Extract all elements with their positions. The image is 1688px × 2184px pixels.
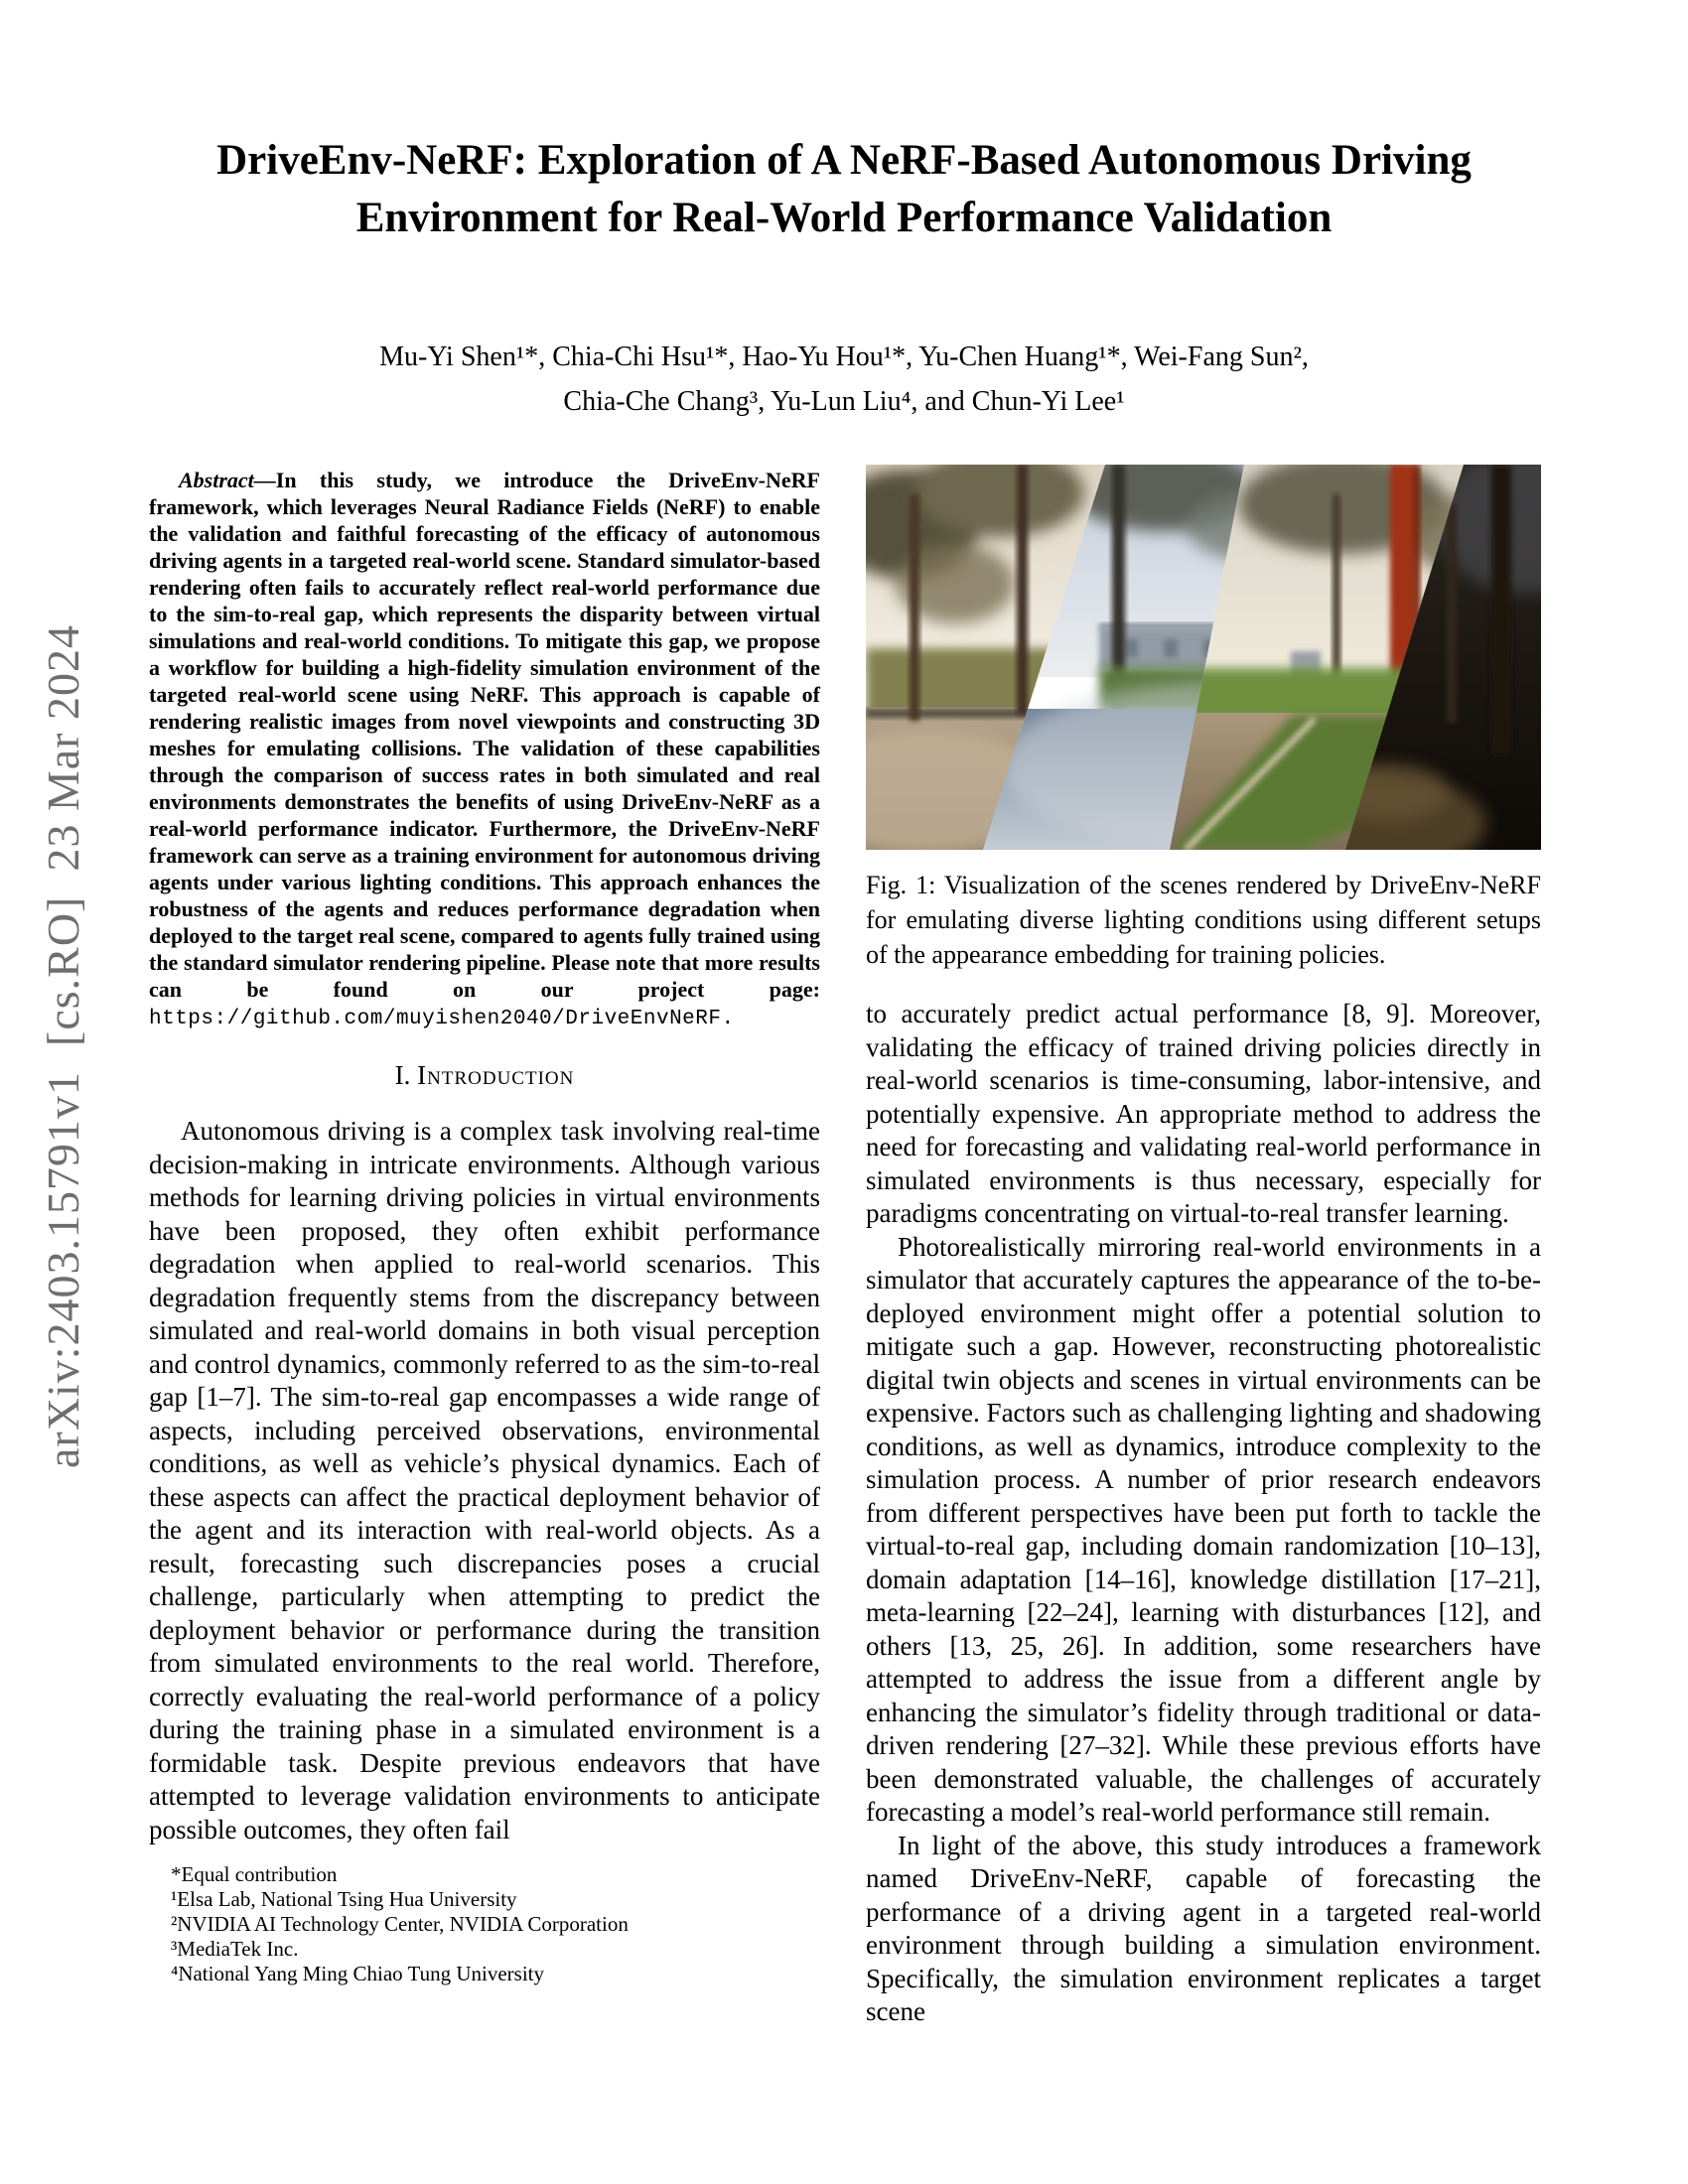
- figure-1: [866, 465, 1541, 972]
- intro-paragraph-1-left: Autonomous driving is a complex task involving real-time decision-making in intricate environments. Although various methods for learning driving policies in virtual environments have been proposed, they often exhibit performance degradation when applied to real-world scenarios. This degradation frequently stems from the discrepancy between simulated and real-world domains in both visual perception and control dynamics, commonly referred to as the sim-to-real gap [1–7]. The sim-to-real gap encompasses a wide range of aspects, including perceived observations, environmental conditions, as well as vehicle’s physical dynamics. Each of these aspects can affect the practical deployment behavior of the agent and its interaction with real-world objects. As a result, forecasting such discrepancies poses a crucial challenge, particularly when attempting to predict the deployment behavior or performance during the transition from simulated environments to the real world. Therefore, correctly evaluating the real-world performance of a policy during the training phase in a simulated environment is a formidable task. Despite previous endeavors that have attempted to leverage validation environments to anticipate possible outcomes, they often fail: [149, 1116, 820, 1844]
- footnote-affiliation-2: ²NVIDIA AI Technology Center, NVIDIA Corporation: [171, 1912, 629, 1936]
- abstract-text: In this study, we introduce the DriveEnv-NeRF framework, which leverages Neural Radiance Fields (NeRF) to enable the validation and faithful forecasting of the efficacy of autonomous driving agents in a targeted real-world scene. Standard simulator-based rendering often fails to accurately reflect real-world performance due to the sim-to-real gap, which represents the disparity between virtual simulations and real-world conditions. To mitigate this gap, we propose a workflow for building a high-fidelity simulation environment of the targeted real-world scene using NeRF. This approach is capable of rendering realistic images from novel viewpoints and constructing 3D meshes for emulating collisions. The validation of these capabilities through the comparison of success rates in both simulated and real environments demonstrates the benefits of using DriveEnv-NeRF as a real-world performance indicator. Furthermore, the DriveEnv-NeRF framework can serve as a training environment for autonomous driving agents under various lighting conditions. This approach enhances the robustness of the agents and reduces performance degradation when deployed to the target real scene, compared to agents fully trained using the standard simulator rendering pipeline. Please note that more results can be found on our project page:: [149, 468, 820, 1002]
- title-block: [199, 132, 1489, 247]
- intro-paragraph-2: Photorealistically mirroring real-world environments in a simulator that accurately captures the appearance of the to-be-deployed environment might offer a potential solution to mitigate such a gap. However, reconstructing photorealistic digital twin objects and scenes in virtual environments can be expensive. Factors such as challenging lighting and shadowing conditions, as well as dynamics, introduce complexity to the simulation process. A number of prior research endeavors from different perspectives have been put forth to tackle the virtual-to-real gap, including domain randomization [10–13], domain adaptation [14–16], knowledge distillation [17–21], meta-learning [22–24], learning with disturbances [12], and others [13, 25, 26]. In addition, some researchers have attempted to address the issue from a different angle by enhancing the simulator’s fidelity through traditional or data-driven rendering [27–32]. While these previous efforts have been demonstrated valuable, the challenges of accurately forecasting a model’s real-world performance still remain.: [866, 1231, 1541, 1827]
- section-title: Introduction: [417, 1060, 575, 1090]
- intro-paragraph-3: In light of the above, this study introduces a framework named DriveEnv-NeRF, capable of forecasting the performance of a driving agent in a targeted real-world environment through building a simulation environment. Specifically, the simulation environment replicates a target scene: [866, 1830, 1541, 2026]
- abstract-label: Abstract—: [179, 468, 276, 492]
- figure1-image: [866, 465, 1541, 850]
- footnote-affiliation-4: ⁴National Yang Ming Chiao Tung University: [171, 1962, 545, 1985]
- footnote-equal-contribution: *Equal contribution: [171, 1862, 338, 1886]
- section-number: I.: [394, 1060, 411, 1090]
- footnote-affiliation-3: ³MediaTek Inc.: [171, 1937, 299, 1961]
- left-column: [149, 467, 820, 1846]
- intro-paragraph-1-right: to accurately predict actual performance [8, 9]. Moreover, validating the efficacy of trained driving policies directly in real-world scenarios is time-consuming, labor-intensive, and potentially expensive. An appropriate method to address the need for forecasting and validating real-world performance in simulated environments is thus necessary, especially for paradigms concentrating on virtual-to-real transfer learning.: [866, 999, 1541, 1228]
- page-title: DriveEnv-NeRF: Exploration of A NeRF-Based Autonomous Driving Environment for Real-World Performance Validation: [216, 137, 1472, 242]
- authors-line-1: Mu-Yi Shen¹*, Chia-Chi Hsu¹*, Hao-Yu Hou¹*, Yu-Chen Huang¹*, Wei-Fang Sun²,: [379, 341, 1309, 372]
- arxiv-watermark: arXiv:2403.15791v1 [cs.RO] 23 Mar 2024: [38, 624, 88, 1469]
- authors-block: [149, 336, 1539, 425]
- project-page-url[interactable]: https://github.com/muyishen2040/DriveEnvNeRF.: [149, 1008, 735, 1030]
- abstract-paragraph: [149, 467, 820, 1032]
- section-heading-introduction: [149, 1060, 820, 1091]
- figure1-caption: Fig. 1: Visualization of the scenes rendered by DriveEnv-NeRF for emulating diverse lighting conditions using different setups of the appearance embedding for training policies.: [866, 871, 1541, 969]
- footnotes-block: [149, 1862, 820, 1986]
- footnote-affiliation-1: ¹Elsa Lab, National Tsing Hua University: [171, 1887, 517, 1911]
- authors-line-2: Chia-Che Chang³, Yu-Lun Liu⁴, and Chun-Yi Lee¹: [563, 385, 1125, 417]
- right-column: [866, 465, 1541, 2029]
